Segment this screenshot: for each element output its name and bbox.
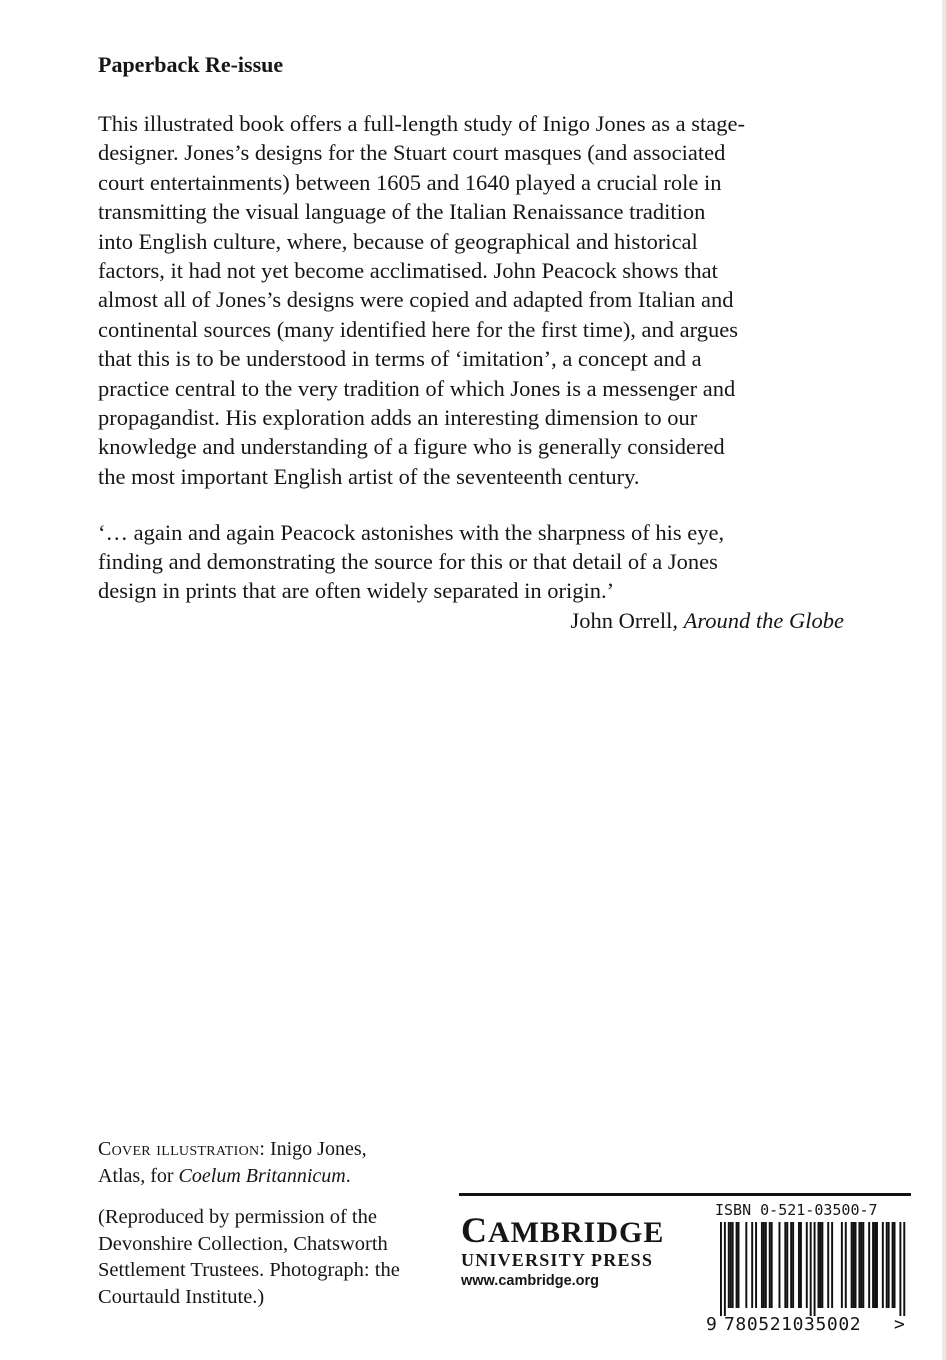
publisher-logo [461,1210,681,1291]
barcode-bar [784,1222,786,1308]
publisher-press: UNIVERSITY PRESS [461,1250,654,1270]
blurb-line: factors, it had not yet become acclimatised. John Peacock shows that [98,258,718,284]
permission-line: Devonshire Collection, Chatsworth [98,1232,388,1255]
barcode-bar [868,1222,870,1308]
reissue-heading: Paperback Re-issue [98,52,284,77]
attribution-author: John Orrell, [570,608,684,633]
blurb-line: This illustrated book offers a full-length study of Inigo Jones as a stage- [98,111,745,136]
barcode-bar [792,1222,794,1308]
barcode-bar [779,1222,781,1308]
review-quote [98,518,858,606]
publisher-name [461,1210,681,1250]
blurb-line: almost all of Jones’s designs were copied and adapted from Italian and [98,287,734,313]
barcode-guard-bar [724,1222,726,1316]
barcode-guard-bar [720,1222,722,1316]
barcode-bar [855,1222,857,1308]
barcode-bar [769,1222,771,1308]
barcode-guard-bar [899,1222,901,1316]
barcode-bar [827,1222,829,1308]
barcode-bar [853,1222,855,1308]
barcode-lead-digit: 9 [706,1314,717,1335]
blurb-line: continental sources (many identified here for the first time), and argues [98,316,738,342]
barcode-bar [800,1222,802,1308]
book-description [98,109,858,491]
barcode-bar [831,1222,833,1308]
page-edge-shadow [942,0,946,1360]
barcode-bar [798,1222,800,1308]
blurb-line: transmitting the visual language of the Italian Renaissance tradition [98,199,706,225]
barcode-guard-bar [810,1222,812,1316]
barcode-bar [872,1222,874,1308]
blurb-line: court entertainments) between 1605 and 1640 played a crucial role in [98,169,722,195]
barcode-bar [730,1222,732,1308]
barcode-bar [761,1222,763,1308]
blurb-line: into English culture, where, because of geographical and historical [98,228,698,254]
barcode-bar [874,1222,876,1308]
permission-line: Courtauld Institute.) [98,1285,265,1308]
barcode-bar [819,1222,821,1308]
permission-line: (Reproduced by permission of the [98,1206,377,1228]
quote-line: finding and demonstrating the source for this or that detail of a Jones [98,549,718,575]
barcode-bar [751,1222,753,1308]
barcode-bar [771,1222,773,1308]
cover-illustration-title: Coelum Britannicum [178,1165,346,1187]
barcode-bar [841,1222,843,1308]
publisher-url: www.cambridge.org [461,1273,600,1289]
barcode-bar [862,1222,864,1308]
barcode-number: 780521035002 [724,1314,862,1335]
barcode-bar [851,1222,853,1308]
barcode-bar [736,1222,738,1308]
blurb-line: that this is to be understood in terms of ‘imitation’, a concept and a [98,346,702,372]
barcode-bar [894,1222,896,1308]
publisher-name-initial: C [461,1210,488,1250]
barcode-bar [763,1222,765,1308]
isbn-barcode [700,1222,912,1342]
blurb-line: the most important English artist of the seventeenth century. [98,463,640,489]
cover-illustration-subject: Atlas, for [98,1165,179,1187]
blurb-line: knowledge and understanding of a figure who is generally considered [98,434,725,460]
publisher-name-rest: AMBRIDGE [488,1216,665,1249]
cover-illustration-credit [98,1136,367,1190]
barcode-bar [818,1222,820,1308]
blurb-line: designer. Jones’s designs for the Stuart court masques (and associated [98,140,726,166]
cover-illustration-label: Cover illustration [98,1138,260,1160]
cover-illustration-line [98,1136,367,1163]
barcode-bar [728,1222,730,1308]
publisher-divider [459,1193,911,1196]
cover-illustration-line [98,1163,367,1190]
quote-line: design in prints that are often widely separated in origin.’ [98,578,615,604]
barcode-quiet-zone-arrow: > [894,1314,905,1335]
isbn-label: ISBN 0-521-03500-7 [715,1201,878,1219]
barcode-bar [876,1222,878,1308]
barcode-bar [860,1222,862,1308]
quote-attribution [571,606,845,635]
barcode-bar [886,1222,888,1308]
blurb-line: practice central to the very tradition of which Jones is a messenger and [98,375,736,401]
barcode-guard-bar [814,1222,816,1316]
barcode-bar [790,1222,792,1308]
barcode-bar [888,1222,890,1308]
barcode-bar [745,1222,747,1308]
barcode-bar [765,1222,767,1308]
barcode-guard-bar [903,1222,905,1316]
quote-line: ‘… again and again Peacock astonishes with the sharpness of his eye, [98,520,725,545]
permission-line: Settlement Trustees. Photograph: the [98,1259,400,1281]
cover-illustration-period: . [345,1165,351,1187]
barcode-bar [738,1222,740,1308]
barcode-bar [732,1222,734,1308]
attribution-work: Around the Globe [683,608,844,633]
blurb-line: propagandist. His exploration adds an interesting dimension to our [98,405,698,431]
cover-illustration-artist: : Inigo Jones, [259,1138,367,1160]
barcode-bar [858,1222,860,1308]
permission-credit [98,1204,400,1310]
barcode-bar [806,1222,808,1308]
barcode-bar [892,1222,894,1308]
barcode-bar [755,1222,757,1308]
barcode-bar [845,1222,847,1308]
barcode-bar [821,1222,823,1308]
barcode-bar [882,1222,884,1308]
barcode-bar [786,1222,788,1308]
barcode-bars [700,1222,912,1317]
